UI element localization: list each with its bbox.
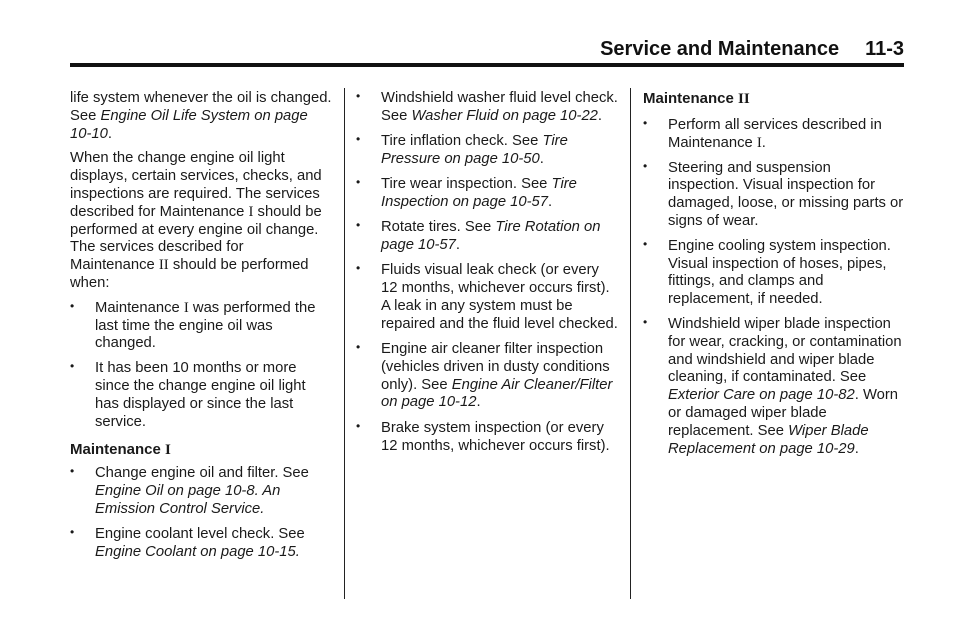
page-header — [70, 38, 904, 62]
list-item-text: Change engine oil and filter. See — [95, 465, 309, 482]
list-item-text: Windshield wiper blade inspection for wear, cracking, or contamination and windshield and wiper blade cleaning, if contaminated. See — [668, 315, 902, 386]
list-item-text: Engine cooling system inspection. Visual inspection of hoses, pipes, fittings, and clamps and replacement, if needed. — [668, 237, 891, 308]
cross-reference-link[interactable]: Wiper Blade Replacement on page 10-29 — [668, 422, 869, 457]
punctuation: . — [539, 150, 544, 167]
bullet-icon: • — [70, 524, 75, 539]
list-item-text: Engine air cleaner filter inspection (vehicles driven in dusty conditions only). See — [381, 341, 610, 393]
list-item-text: Brake system inspection (or every 12 months, whichever occurs first). — [381, 419, 610, 454]
list-item — [70, 360, 332, 431]
column-2 — [356, 90, 618, 463]
list-item-text: Maintenance — [95, 299, 184, 316]
column-divider-2 — [630, 88, 631, 599]
cross-reference-link[interactable]: Engine Air Cleaner/Filter on page 10-12 — [381, 376, 613, 411]
page-number: 11-3 — [865, 38, 904, 60]
bullet-icon: • — [643, 314, 648, 329]
column-1 — [70, 90, 332, 568]
section-title: Service and Maintenance — [600, 38, 840, 60]
cross-reference-link[interactable]: Engine Oil on page 10-8. An Emission Control Service. — [95, 483, 281, 517]
punctuation: . — [761, 134, 766, 151]
bullet-icon: • — [356, 132, 361, 147]
paragraph-text: should be performed at every engine oil change. — [70, 203, 322, 238]
heading-text: Maintenance — [643, 90, 739, 107]
punctuation: . — [455, 237, 460, 254]
punctuation: . — [476, 394, 481, 411]
roman-numeral: II — [158, 257, 169, 274]
roman-numeral: I — [165, 442, 171, 459]
cross-reference-link[interactable]: Engine Coolant on page 10-15. — [95, 543, 300, 560]
heading-text: Maintenance — [70, 441, 166, 459]
bullet-icon: • — [70, 464, 75, 479]
list-item — [643, 160, 905, 231]
list-item-text: Engine coolant level check. See — [95, 525, 305, 542]
paragraph-text: life system whenever the oil is changed. See — [70, 90, 332, 124]
list-item — [356, 341, 618, 412]
bullet-icon: • — [356, 218, 361, 233]
punctuation: . — [107, 125, 112, 142]
list-item — [70, 300, 332, 353]
heading-maintenance-i — [70, 441, 332, 459]
list-item-text: Tire inflation check. See — [381, 133, 543, 150]
conditions-list — [70, 300, 332, 432]
maintenance-i-list-continued — [356, 90, 618, 455]
cross-reference-link[interactable]: Tire Pressure on page 10-50 — [381, 133, 568, 167]
cross-reference-link[interactable]: Tire Rotation on page 10-57 — [381, 219, 601, 254]
paragraph-text: The services described for Maintenance — [70, 239, 244, 274]
list-item-text: was performed the last time the engine oil was changed. — [95, 299, 316, 352]
cross-reference-link[interactable]: Tire Inspection on page 10-57 — [381, 176, 577, 210]
list-item-text: Fluids visual leak check (or every 12 months, whichever occurs first). A leak in any system must be repaired and the fluid level checked. — [381, 262, 618, 332]
paragraph-change-oil-light — [70, 150, 332, 239]
list-item-text: Rotate tires. See — [381, 219, 496, 236]
cross-reference-link[interactable]: Engine Oil Life System on page 10-10 — [70, 107, 308, 142]
punctuation: . — [597, 107, 603, 124]
punctuation: . — [854, 440, 859, 457]
punctuation: . — [548, 193, 553, 210]
list-item — [356, 420, 618, 456]
list-item — [643, 117, 905, 153]
bullet-icon: • — [356, 89, 361, 103]
bullet-icon: • — [643, 158, 648, 173]
column-3 — [643, 90, 905, 465]
heading-maintenance-ii — [643, 90, 905, 108]
bullet-icon: • — [70, 359, 75, 374]
list-item — [356, 90, 618, 126]
cross-reference-link[interactable]: Exterior Care on page 10-82 — [668, 387, 855, 404]
column-divider-1 — [344, 88, 345, 599]
list-item-text: Steering and suspension inspection. Visual inspection for damaged, loose, or missing parts or signs of wear. — [668, 159, 904, 229]
maintenance-ii-list — [643, 117, 905, 458]
roman-numeral: I — [248, 203, 254, 220]
list-item — [70, 465, 332, 518]
bullet-icon: • — [356, 418, 361, 433]
paragraph-maintenance-ii-intro — [70, 239, 332, 292]
list-item — [643, 238, 905, 309]
paragraph-text: When the change engine oil light displays, certain services, checks, and inspections are required. The services described for Maintenance — [70, 150, 322, 220]
cross-reference-link[interactable]: Washer Fluid on page 10-22 — [411, 107, 598, 124]
list-item — [643, 316, 905, 458]
list-item — [356, 219, 618, 255]
list-item-text: Windshield washer fluid level check. See — [381, 90, 618, 124]
bullet-icon: • — [356, 261, 361, 276]
roman-numeral: I — [183, 299, 189, 316]
bullet-icon: • — [643, 236, 648, 251]
header-rule — [70, 63, 904, 67]
list-item — [356, 133, 618, 169]
bullet-icon: • — [643, 116, 648, 130]
bullet-icon: • — [70, 298, 75, 313]
list-item-text: Tire wear inspection. See — [381, 176, 552, 193]
list-item — [70, 526, 332, 562]
list-item — [356, 176, 618, 212]
list-item-text: It has been 10 months or more since the change engine oil light has displayed or since the last service. — [95, 360, 306, 430]
list-item-text: . Worn or damaged wiper blade replacement. See — [668, 387, 899, 439]
list-item — [356, 262, 618, 333]
list-item-text: Perform all services described in Maintenance — [668, 117, 882, 151]
roman-numeral: II — [738, 91, 750, 107]
bullet-icon: • — [356, 175, 361, 190]
roman-numeral: I — [756, 134, 762, 151]
bullet-icon: • — [356, 340, 361, 355]
maintenance-i-list — [70, 465, 332, 561]
paragraph-text: should be performed when: — [70, 257, 309, 291]
paragraph-oil-life — [70, 90, 332, 143]
